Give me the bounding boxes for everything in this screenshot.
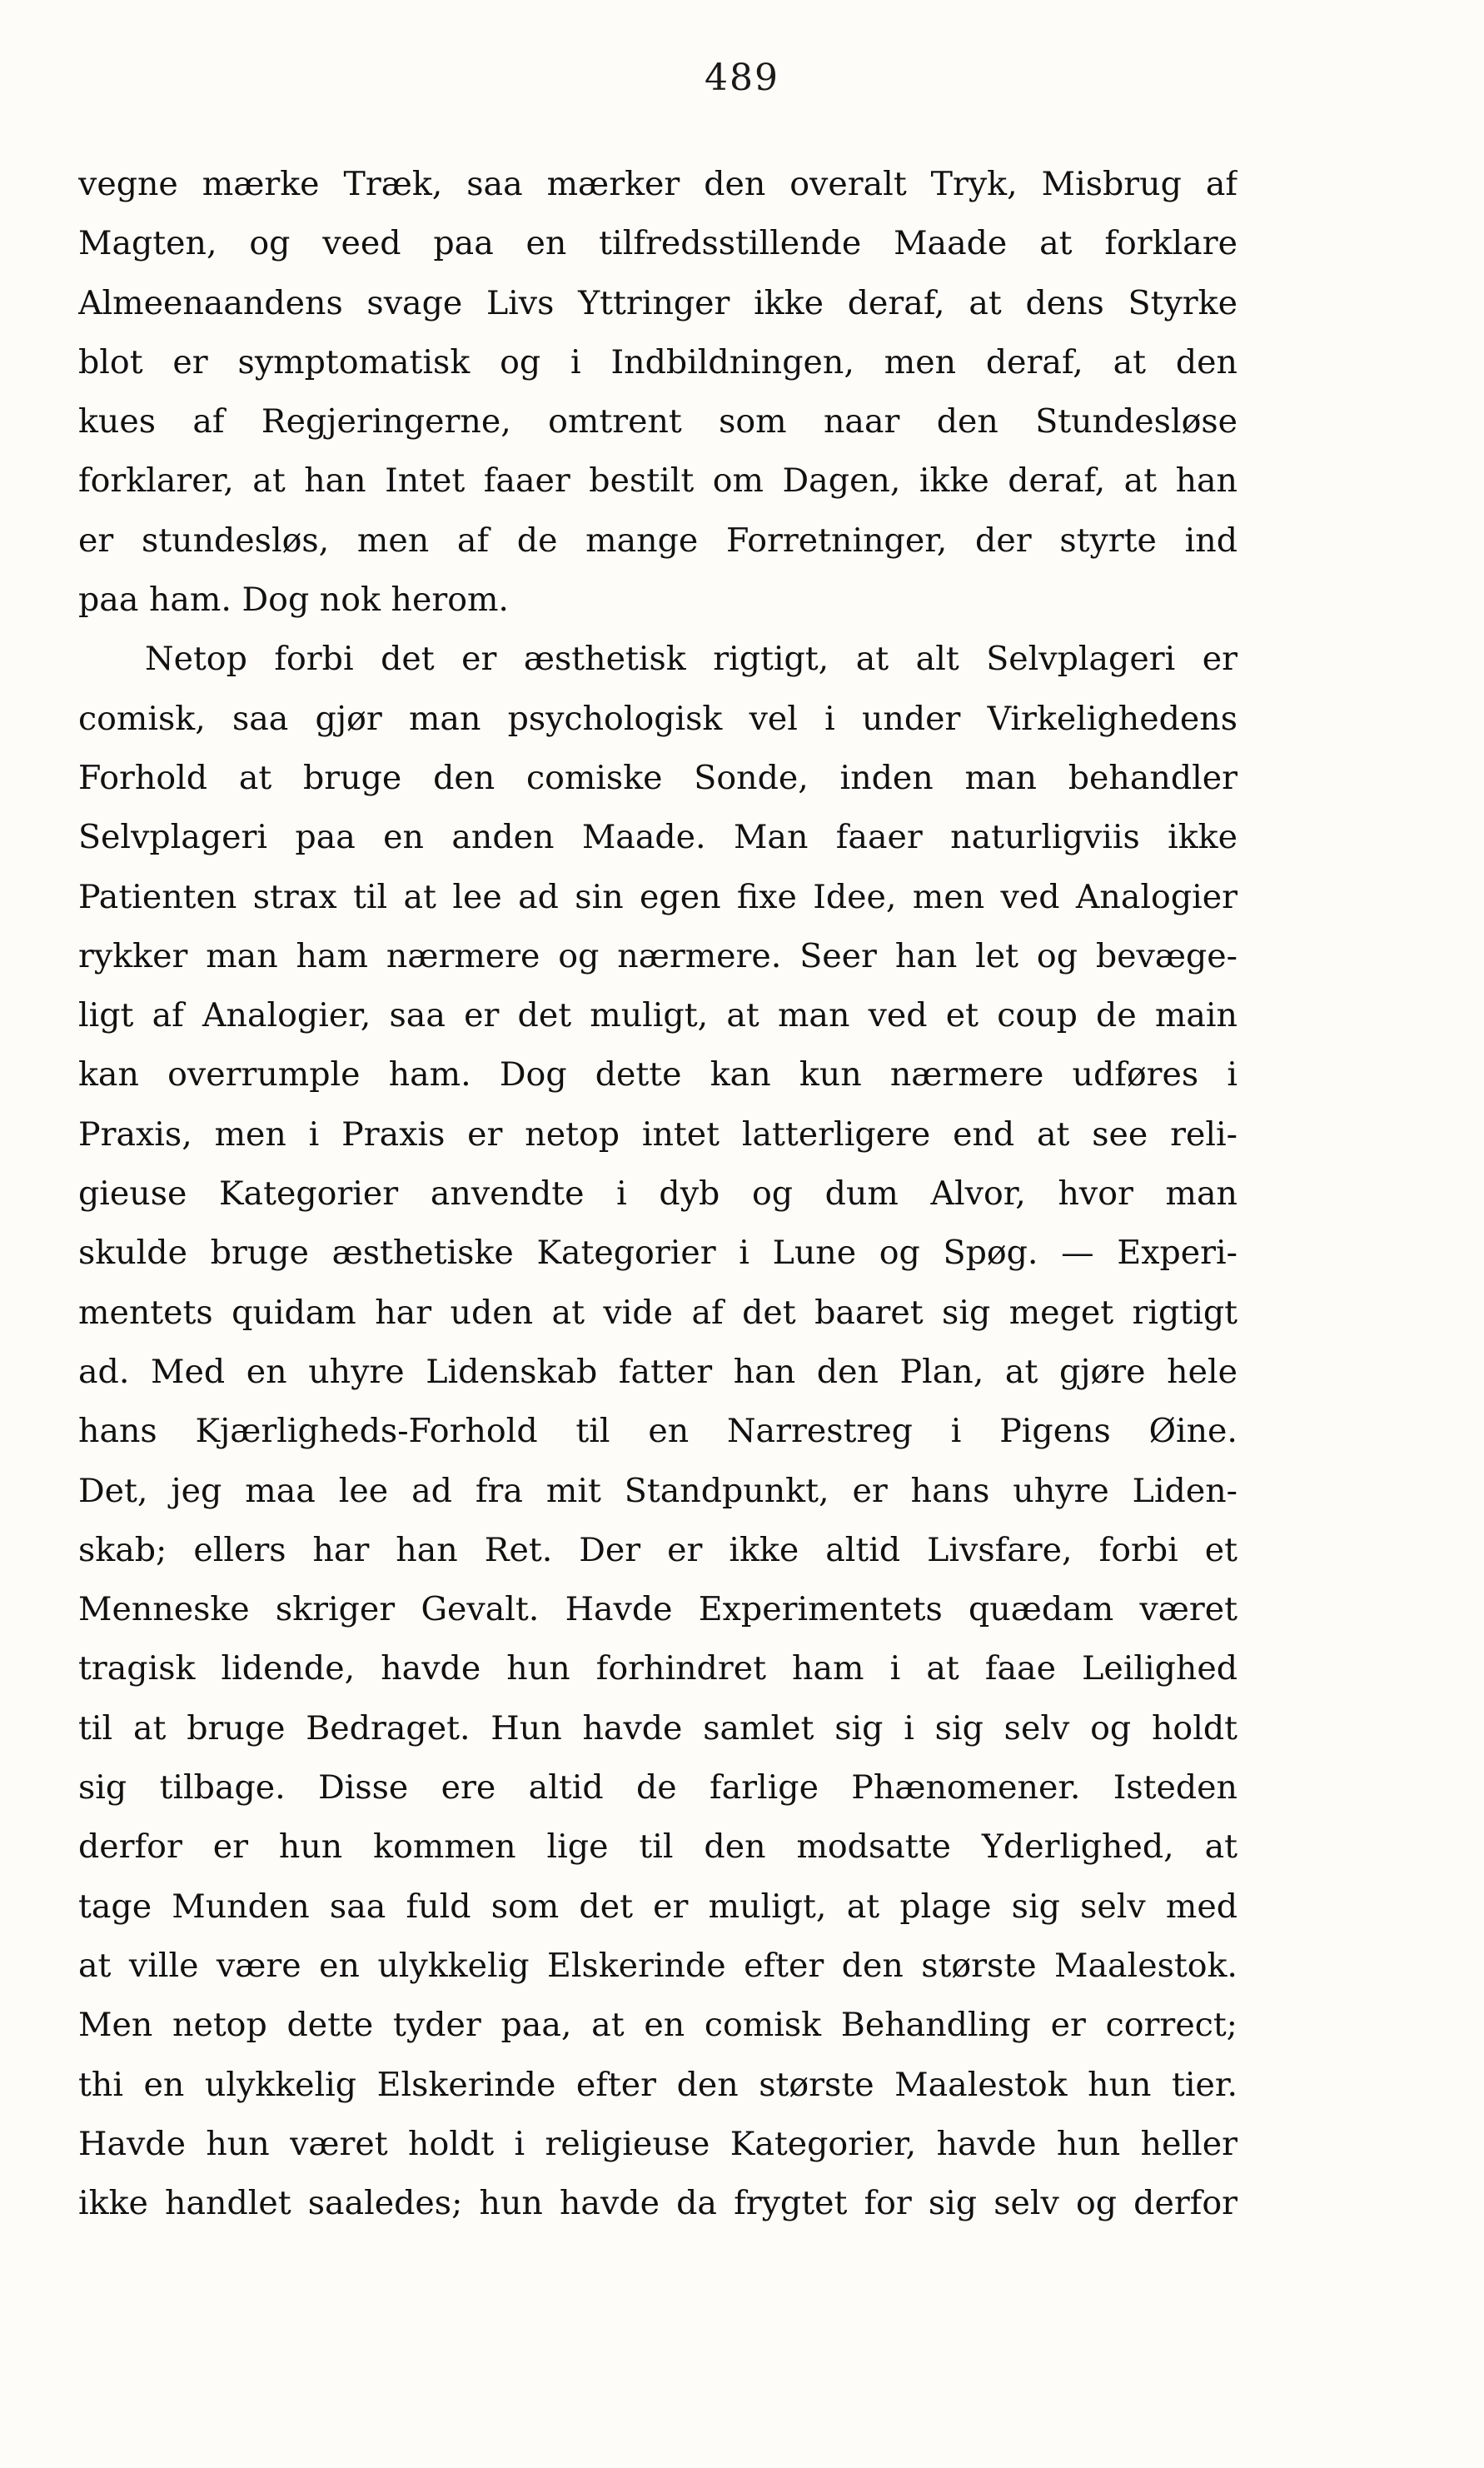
text-line: rykker man ham nærmere og nærmere. Seer han let og bevæge-	[78, 936, 1237, 975]
text-line: Netop forbi det er æsthetisk rigtigt, at alt Selvplageri er	[145, 640, 1237, 679]
body-text	[78, 155, 1237, 2233]
text-line: ad. Med en uhyre Lidenskab fatter han den Plan, at gjøre hele	[78, 1352, 1237, 1391]
text-line: gieuse Kategorier anvendte i dyb og dum Alvor, hvor man	[78, 1174, 1237, 1214]
text-line: ligt af Analogier, saa er det muligt, at man ved et coup de main	[78, 996, 1237, 1035]
text-line: Patienten strax til at lee ad sin egen fixe Idee, men ved Analogier	[78, 877, 1237, 916]
text-line: mentets quidam har uden at vide af det baaret sig meget rigtigt	[78, 1293, 1237, 1332]
text-line: Praxis, men i Praxis er netop intet latterligere end at see reli-	[78, 1114, 1237, 1154]
text-line: kues af Regjeringerne, omtrent som naar den Stundesløse	[78, 402, 1237, 441]
text-line: til at bruge Bedraget. Hun havde samlet sig i sig selv og holdt	[78, 1708, 1237, 1748]
text-line: Men netop dette tyder paa, at en comisk Behandling er correct;	[78, 2006, 1237, 2045]
text-line: paa ham. Dog nok herom.	[78, 581, 509, 620]
text-line: er stundesløs, men af de mange Forretninger, der styrte ind	[78, 521, 1237, 560]
text-line: Almeenaandens svage Livs Yttringer ikke deraf, at dens Styrke	[78, 283, 1237, 322]
text-line: thi en ulykkelig Elskerinde efter den største Maalestok hun tier.	[78, 2065, 1237, 2104]
text-line: Magten, og veed paa en tilfredsstillende Maade at forklare	[78, 224, 1237, 263]
text-line: tragisk lidende, havde hun forhindret ham i at faae Leilighed	[78, 1649, 1237, 1688]
text-line: tage Munden saa fuld som det er muligt, at plage sig selv med	[78, 1887, 1237, 1926]
text-line: hans Kjærligheds-Forhold til en Narrestreg i Pigens Øine.	[78, 1412, 1237, 1451]
text-line: Menneske skriger Gevalt. Havde Experimentets quædam været	[78, 1590, 1237, 1629]
text-line: skab; ellers har han Ret. Der er ikke altid Livsfare, forbi et	[78, 1530, 1237, 1569]
page-number: 489	[705, 57, 779, 99]
text-line: vegne mærke Træk, saa mærker den overalt Tryk, Misbrug af	[78, 165, 1237, 203]
text-line: Det, jeg maa lee ad fra mit Standpunkt, er hans uhyre Liden-	[78, 1471, 1237, 1510]
text-line: derfor er hun kommen lige til den modsatte Yderlighed, at	[78, 1827, 1237, 1867]
text-line: Havde hun været holdt i religieuse Kategorier, havde hun heller	[78, 2124, 1237, 2163]
text-line: kan overrumple ham. Dog dette kan kun nærmere udføres i	[78, 1055, 1237, 1094]
text-line: forklarer, at han Intet faaer bestilt om Dagen, ikke deraf, at han	[78, 461, 1237, 501]
text-line: comisk, saa gjør man psychologisk vel i under Virkelighedens	[78, 699, 1237, 738]
text-line: skulde bruge æsthetiske Kategorier i Lune og Spøg. — Experi-	[78, 1234, 1237, 1273]
text-line: Selvplageri paa en anden Maade. Man faaer naturligviis ikke	[78, 818, 1237, 857]
text-line: Forhold at bruge den comiske Sonde, inden man behandler	[78, 758, 1237, 797]
text-line: at ville være en ulykkelig Elskerinde efter den største Maalestok.	[78, 1946, 1237, 1985]
text-line: sig tilbage. Disse ere altid de farlige Phænomener. Isteden	[78, 1768, 1237, 1807]
text-line: blot er symptomatisk og i Indbildningen, men deraf, at den	[78, 342, 1237, 381]
text-line: ikke handlet saaledes; hun havde da frygtet for sig selv og derfor	[78, 2184, 1237, 2223]
